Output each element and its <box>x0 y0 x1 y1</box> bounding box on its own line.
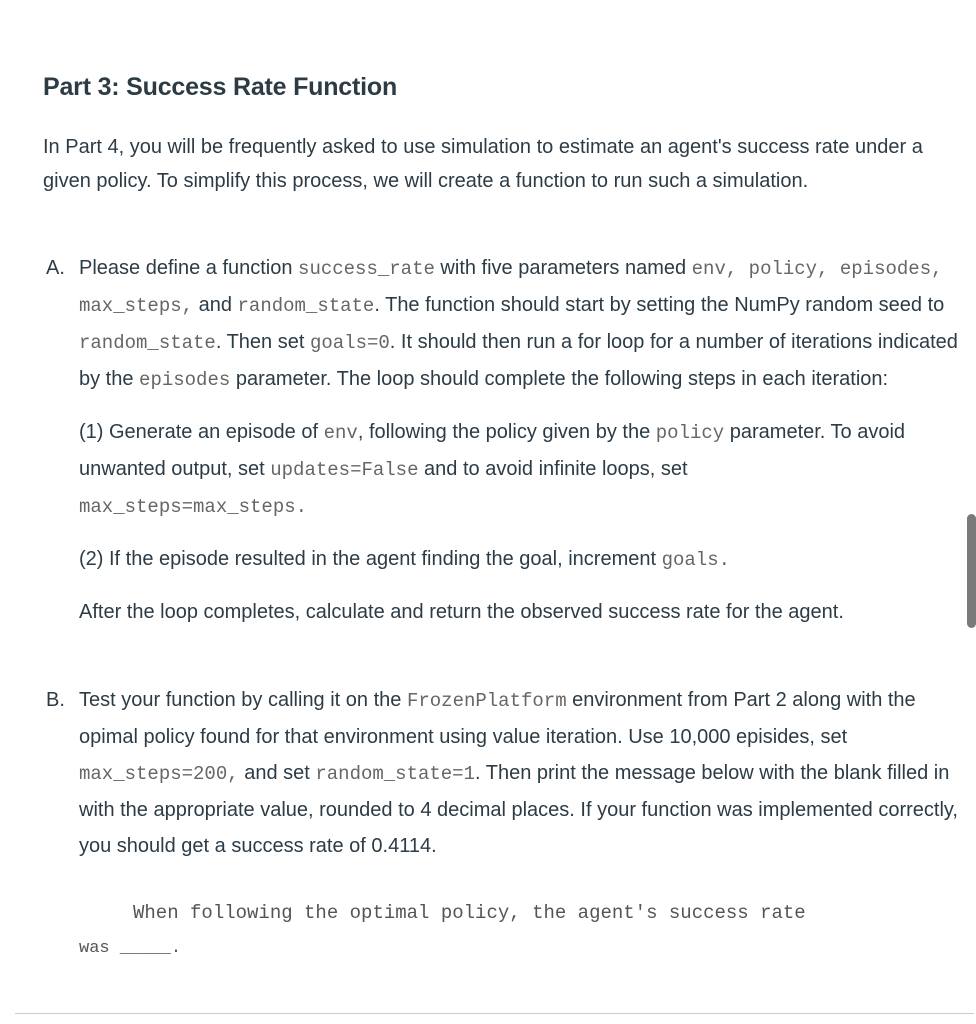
code-updates-false: updates=False <box>270 459 419 481</box>
text: parameter. The loop should complete the following steps in each iteration: <box>230 368 889 390</box>
code-parameters: env, policy, episodes, max_steps, <box>79 258 943 317</box>
code-max-steps-200: max_steps=200, <box>79 763 239 785</box>
text: Please define a function <box>79 257 299 279</box>
text: . The function should start by setting the NumPy random seed to <box>374 294 945 316</box>
item-b-instructions <box>79 682 958 864</box>
text: , following the policy given by the <box>357 421 656 443</box>
message-line-1: When following the optimal policy, the agent's success rate <box>133 902 806 924</box>
text: (1) Generate an episode of <box>79 421 324 443</box>
text: . Then print the message below with the blank filled in with the appropriate value, rounded to 4 decimal places. If your function was implemented correctly, you should get a success rate of 0.4114. <box>79 762 958 857</box>
code-frozen-platform: FrozenPlatform <box>406 690 567 712</box>
list-marker-a: A. <box>46 257 65 279</box>
text: Test your function by calling it on the <box>79 689 407 711</box>
list-marker-b: B. <box>46 689 65 711</box>
step-1 <box>79 414 958 525</box>
text: with five parameters named <box>434 257 692 279</box>
intro-paragraph: In Part 4, you will be frequently asked to use simulation to estimate an agent's success rate under a given policy. To simplify this process, we will create a function to run such a simulation. <box>43 136 923 192</box>
section-title: Part 3: Success Rate Function <box>43 73 398 101</box>
message-line-2: was _____. <box>79 939 182 958</box>
text: parameter. To avoid unwanted output, set <box>79 421 906 480</box>
text: and <box>193 294 238 316</box>
code-random-state: random_state <box>237 295 375 317</box>
text: environment from Part 2 along with the opimal policy found for that environment using value iteration. Use 10,000 episides, set <box>79 689 916 748</box>
code-env: env <box>323 422 358 444</box>
text: (2) If the episode resulted in the agent finding the goal, increment <box>79 548 662 570</box>
text: and to avoid infinite loops, set <box>418 458 688 480</box>
list-item-a <box>43 250 958 630</box>
list-item-b-body <box>79 682 958 864</box>
list-item-a-body <box>79 250 958 630</box>
code-goals: goals. <box>661 549 731 571</box>
scrollbar-thumb[interactable] <box>967 514 976 628</box>
text: and set <box>238 762 316 784</box>
output-message-block <box>79 895 959 967</box>
code-episodes: episodes <box>139 369 231 391</box>
after-loop-text: After the loop completes, calculate and return the observed success rate for the agent. <box>79 601 844 623</box>
text: . It should then run a for loop for a number of iterations indicated by the <box>79 331 958 390</box>
list-item-b <box>43 682 958 864</box>
code-random-state-1: random_state=1 <box>315 763 475 785</box>
bottom-divider <box>15 1013 974 1014</box>
text: . Then set <box>215 331 310 353</box>
code-random-state-seed: random_state <box>79 332 216 354</box>
code-success-rate: success_rate <box>298 258 435 280</box>
code-policy: policy <box>655 422 725 444</box>
step-2 <box>79 541 958 578</box>
item-a-instructions <box>79 250 958 398</box>
code-max-steps: max_steps=max_steps. <box>79 496 308 518</box>
code-goals-init: goals=0 <box>309 332 390 354</box>
